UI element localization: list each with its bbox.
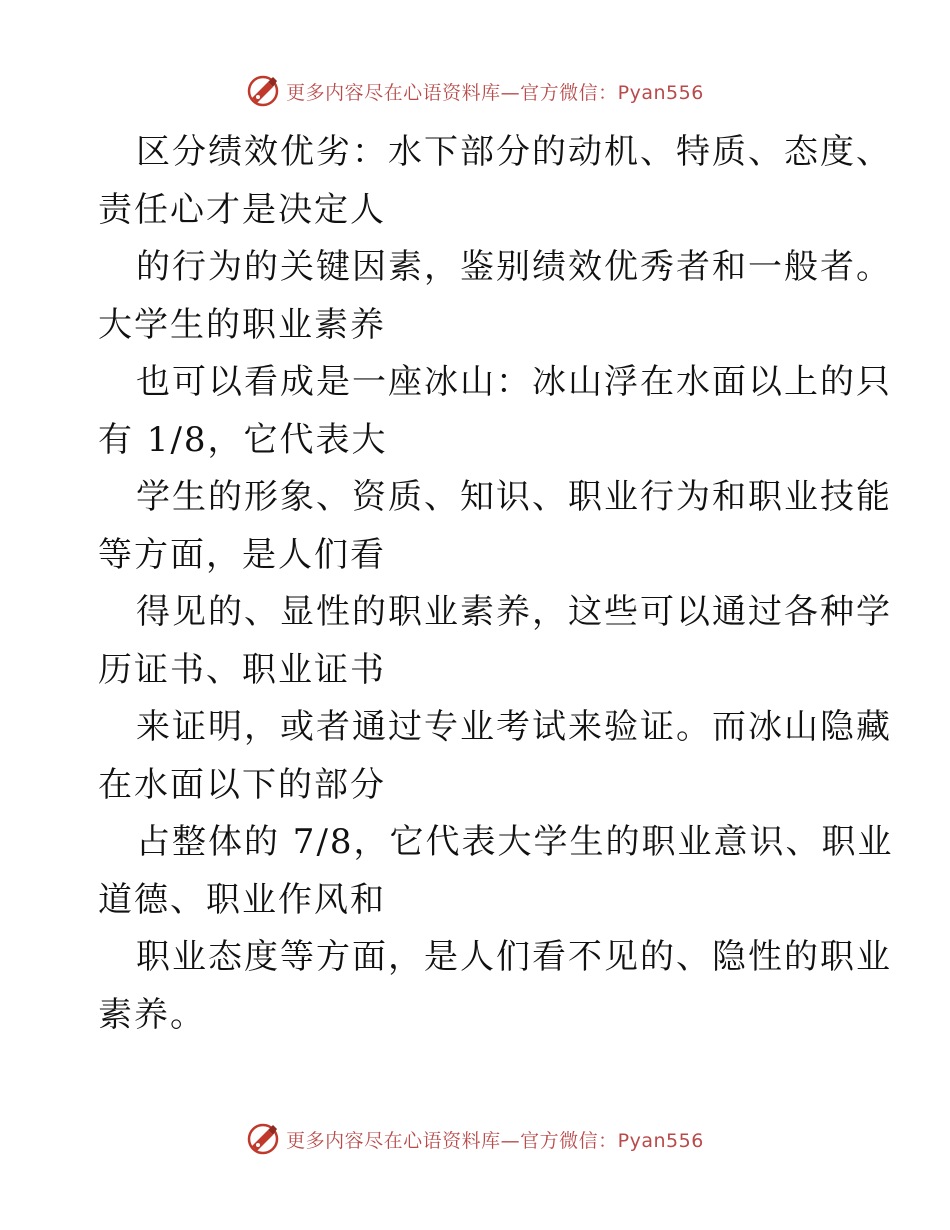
text-line: 职业态度等方面，是人们看不见的、隐性的职业 xyxy=(136,937,892,977)
header-banner-text: 更多内容尽在心语资料库—官方微信：Pyan556 xyxy=(286,81,704,104)
footer-banner-text: 更多内容尽在心语资料库—官方微信：Pyan556 xyxy=(286,1129,704,1152)
text-line: 学生的形象、资质、知识、职业行为和职业技能 xyxy=(136,477,892,517)
text-line: 历证书、职业证书 xyxy=(98,649,386,690)
pen-nib-logo-icon xyxy=(246,1122,280,1156)
text-line: 得见的、显性的职业素养，这些可以通过各种学 xyxy=(136,592,892,632)
text-line: 区分绩效优劣：水下部分的动机、特质、态度、 xyxy=(136,132,892,172)
text-line: 有 1/8，它代表大 xyxy=(98,419,388,460)
text-line: 的行为的关键因素，鉴别绩效优秀者和一般者。 xyxy=(136,247,892,287)
document-body xyxy=(98,127,894,1047)
text-line: 道德、职业作风和 xyxy=(98,879,386,920)
text-line: 占整体的 7/8，它代表大学生的职业意识、职业 xyxy=(136,822,894,862)
text-line: 大学生的职业素养 xyxy=(98,304,386,345)
footer-banner xyxy=(0,1119,950,1159)
text-line: 在水面以下的部分 xyxy=(98,764,386,805)
text-line: 素养。 xyxy=(98,994,206,1035)
text-line: 也可以看成是一座冰山：冰山浮在水面以上的只 xyxy=(136,362,892,402)
text-line: 等方面，是人们看 xyxy=(98,534,386,575)
text-line: 责任心才是决定人 xyxy=(98,189,386,230)
text-line: 来证明，或者通过专业考试来验证。而冰山隐藏 xyxy=(136,707,892,747)
header-banner xyxy=(0,71,950,111)
pen-nib-logo-icon xyxy=(246,74,280,108)
